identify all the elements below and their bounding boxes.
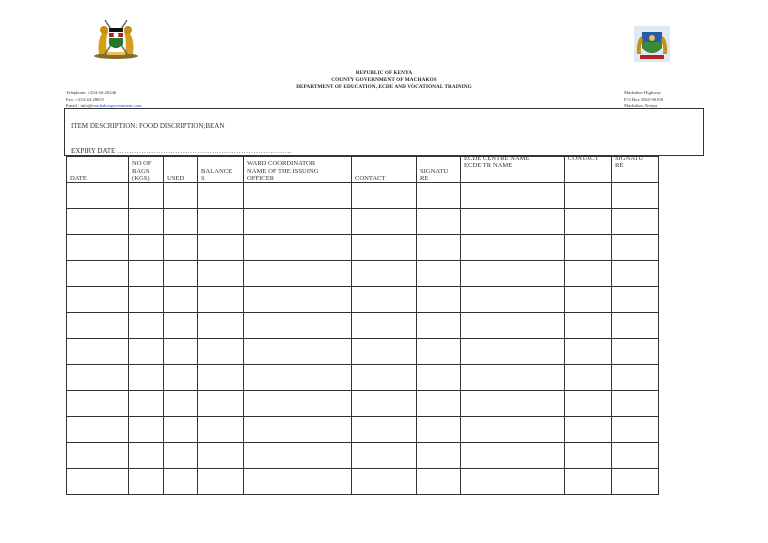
column-header <box>461 157 565 183</box>
table-cell[interactable] <box>67 365 129 391</box>
expiry-date-field <box>71 147 292 155</box>
table-cell[interactable] <box>67 261 129 287</box>
table-cell[interactable] <box>164 313 198 339</box>
table-cell[interactable] <box>67 313 129 339</box>
table-cell[interactable] <box>198 417 244 443</box>
table-cell[interactable] <box>244 183 352 209</box>
table-cell[interactable] <box>164 469 198 495</box>
column-header <box>417 157 461 183</box>
table-cell[interactable] <box>417 417 461 443</box>
table-cell[interactable] <box>129 417 164 443</box>
table-cell[interactable] <box>198 365 244 391</box>
table-cell[interactable] <box>565 287 612 313</box>
table-cell[interactable] <box>565 339 612 365</box>
table-cell[interactable] <box>198 391 244 417</box>
table-cell[interactable] <box>612 313 659 339</box>
table-cell[interactable] <box>164 417 198 443</box>
table-cell[interactable] <box>565 469 612 495</box>
table-cell[interactable] <box>67 469 129 495</box>
table-cell[interactable] <box>565 261 612 287</box>
column-header-label: BALANCE S <box>201 167 233 182</box>
table-header-row <box>67 157 659 183</box>
table-cell[interactable] <box>612 339 659 365</box>
expiry-date-label: EXPIRY DATE <box>71 147 116 155</box>
telephone-line: Telephone: +254-44-20246 <box>66 90 117 95</box>
email-prefix: Email : info@ <box>66 103 93 109</box>
column-header-label: USED <box>167 174 185 182</box>
table-cell[interactable] <box>244 469 352 495</box>
column-header <box>67 157 129 183</box>
table-row <box>67 443 659 469</box>
table-cell[interactable] <box>417 183 461 209</box>
table-cell[interactable] <box>461 417 565 443</box>
column-header <box>565 157 612 183</box>
column-header <box>612 157 659 183</box>
item-description-box <box>64 108 704 156</box>
table-cell[interactable] <box>417 365 461 391</box>
table-cell[interactable] <box>461 365 565 391</box>
county-heading: COUNTY GOVERNMENT OF MACHAKOS <box>331 77 437 83</box>
machakos-county-emblem <box>632 24 672 64</box>
table-cell[interactable] <box>352 443 417 469</box>
table-cell[interactable] <box>198 287 244 313</box>
table-cell[interactable] <box>244 287 352 313</box>
column-header <box>352 157 417 183</box>
table-row <box>67 469 659 495</box>
table-cell[interactable] <box>164 235 198 261</box>
table-cell[interactable] <box>417 287 461 313</box>
table-row <box>67 261 659 287</box>
table-cell[interactable] <box>67 209 129 235</box>
table-cell[interactable] <box>67 287 129 313</box>
table-cell[interactable] <box>352 313 417 339</box>
table-cell[interactable] <box>461 391 565 417</box>
table-cell[interactable] <box>164 365 198 391</box>
column-header-label: SIGNATU RE <box>420 167 449 182</box>
table-cell[interactable] <box>164 261 198 287</box>
contact-details-right <box>624 90 663 110</box>
table-cell[interactable] <box>417 313 461 339</box>
table-cell[interactable] <box>565 209 612 235</box>
column-header <box>198 157 244 183</box>
address-line-1: Machakos Highway <box>624 90 661 95</box>
table-cell[interactable] <box>565 443 612 469</box>
table-cell[interactable] <box>67 183 129 209</box>
table-cell[interactable] <box>129 313 164 339</box>
table-cell[interactable] <box>198 209 244 235</box>
fax-line: Fax: +254-44-28655 <box>66 96 104 102</box>
table-cell[interactable] <box>244 443 352 469</box>
table-cell[interactable] <box>461 287 565 313</box>
table-cell[interactable] <box>244 261 352 287</box>
table-cell[interactable] <box>565 235 612 261</box>
table-cell[interactable] <box>352 261 417 287</box>
table-cell[interactable] <box>129 339 164 365</box>
item-description: ITEM DESCRIPTION: FOOD DISCRIPTION;BEAN <box>71 122 225 130</box>
column-header-label: DATE <box>70 174 87 182</box>
table-cell[interactable] <box>565 391 612 417</box>
table-cell[interactable] <box>352 183 417 209</box>
table-cell[interactable] <box>612 443 659 469</box>
table-cell[interactable] <box>461 339 565 365</box>
table-cell[interactable] <box>129 261 164 287</box>
table-body <box>67 183 659 495</box>
table-cell[interactable] <box>461 209 565 235</box>
column-header-label: CONTACT <box>355 174 386 182</box>
table-cell[interactable] <box>565 183 612 209</box>
republic-heading: REPUBLIC OF KENYA <box>355 70 413 76</box>
address-line-2: P O Box 3565-90100 <box>624 96 664 102</box>
table-row <box>67 339 659 365</box>
table-cell[interactable] <box>352 339 417 365</box>
table-cell[interactable] <box>198 261 244 287</box>
table-cell[interactable] <box>565 313 612 339</box>
table-cell[interactable] <box>198 313 244 339</box>
table-cell[interactable] <box>129 469 164 495</box>
table-cell[interactable] <box>67 443 129 469</box>
table-cell[interactable] <box>612 417 659 443</box>
table-cell[interactable] <box>129 209 164 235</box>
table-cell[interactable] <box>244 391 352 417</box>
table-cell[interactable] <box>352 417 417 443</box>
table-row <box>67 313 659 339</box>
kenya-coat-of-arms-emblem <box>91 16 141 60</box>
expiry-date-blank[interactable]: ……………………………………………………………… <box>117 147 293 155</box>
column-header-label: ECDE CENTRE NAME ECDE TR NAME <box>464 155 530 170</box>
table-row <box>67 365 659 391</box>
table-cell[interactable] <box>164 443 198 469</box>
table-cell[interactable] <box>129 391 164 417</box>
table-cell[interactable] <box>612 261 659 287</box>
table-cell[interactable] <box>129 365 164 391</box>
table-cell[interactable] <box>565 417 612 443</box>
table-cell[interactable] <box>612 209 659 235</box>
table-cell[interactable] <box>244 313 352 339</box>
table-cell[interactable] <box>612 287 659 313</box>
column-header-label: SIGNATU RE <box>615 155 644 170</box>
table-row <box>67 183 659 209</box>
table-cell[interactable] <box>129 235 164 261</box>
table-cell[interactable] <box>198 339 244 365</box>
address-line-3: Machakos, Kenya <box>624 103 658 109</box>
table-cell[interactable] <box>67 417 129 443</box>
table-cell[interactable] <box>461 313 565 339</box>
table-cell[interactable] <box>244 417 352 443</box>
table-cell[interactable] <box>417 235 461 261</box>
table-cell[interactable] <box>129 443 164 469</box>
table-cell[interactable] <box>565 365 612 391</box>
table-cell[interactable] <box>352 209 417 235</box>
column-header-label: CONTACT <box>568 155 599 162</box>
table-cell[interactable] <box>164 287 198 313</box>
distribution-log-table <box>66 156 659 495</box>
table-cell[interactable] <box>198 235 244 261</box>
table-cell[interactable] <box>244 365 352 391</box>
table-cell[interactable] <box>352 287 417 313</box>
table-cell[interactable] <box>198 443 244 469</box>
table-cell[interactable] <box>461 183 565 209</box>
table-cell[interactable] <box>164 391 198 417</box>
table-cell[interactable] <box>164 209 198 235</box>
table-cell[interactable] <box>352 391 417 417</box>
column-header <box>129 157 164 183</box>
table-cell[interactable] <box>612 183 659 209</box>
table-cell[interactable] <box>352 469 417 495</box>
email-link[interactable]: machakosgovernment.com <box>92 103 142 109</box>
table-cell[interactable] <box>244 235 352 261</box>
table-cell[interactable] <box>67 235 129 261</box>
table-cell[interactable] <box>417 469 461 495</box>
table-cell[interactable] <box>244 209 352 235</box>
letterhead-title-block <box>0 70 768 91</box>
table-cell[interactable] <box>352 235 417 261</box>
table-cell[interactable] <box>67 391 129 417</box>
table-row <box>67 391 659 417</box>
table-cell[interactable] <box>461 469 565 495</box>
table-cell[interactable] <box>198 183 244 209</box>
column-header <box>244 157 352 183</box>
column-header <box>164 157 198 183</box>
table-cell[interactable] <box>129 287 164 313</box>
table-cell[interactable] <box>417 443 461 469</box>
table-cell[interactable] <box>612 235 659 261</box>
table-cell[interactable] <box>417 339 461 365</box>
table-cell[interactable] <box>417 391 461 417</box>
table-cell[interactable] <box>461 443 565 469</box>
table-cell[interactable] <box>461 261 565 287</box>
table-cell[interactable] <box>612 365 659 391</box>
table-row <box>67 235 659 261</box>
table-cell[interactable] <box>612 469 659 495</box>
table-row <box>67 209 659 235</box>
table-cell[interactable] <box>352 365 417 391</box>
department-heading: DEPARTMENT OF EDUCATION, ECDE AND VOCATIONAL TRAINING <box>296 84 472 90</box>
table-cell[interactable] <box>417 261 461 287</box>
table-row <box>67 287 659 313</box>
table-cell[interactable] <box>198 469 244 495</box>
table-cell[interactable] <box>244 339 352 365</box>
table-cell[interactable] <box>164 183 198 209</box>
table-row <box>67 417 659 443</box>
contact-details-left <box>66 90 142 110</box>
table-cell[interactable] <box>129 183 164 209</box>
table-cell[interactable] <box>417 209 461 235</box>
column-header-label: NO OF BAGS (KGS) <box>132 160 152 182</box>
table-cell[interactable] <box>612 391 659 417</box>
table-cell[interactable] <box>67 339 129 365</box>
column-header-label: WARD COORDINATOR NAME OF THE ISSUING OFFICER <box>247 160 319 182</box>
table-cell[interactable] <box>461 235 565 261</box>
table-cell[interactable] <box>164 339 198 365</box>
